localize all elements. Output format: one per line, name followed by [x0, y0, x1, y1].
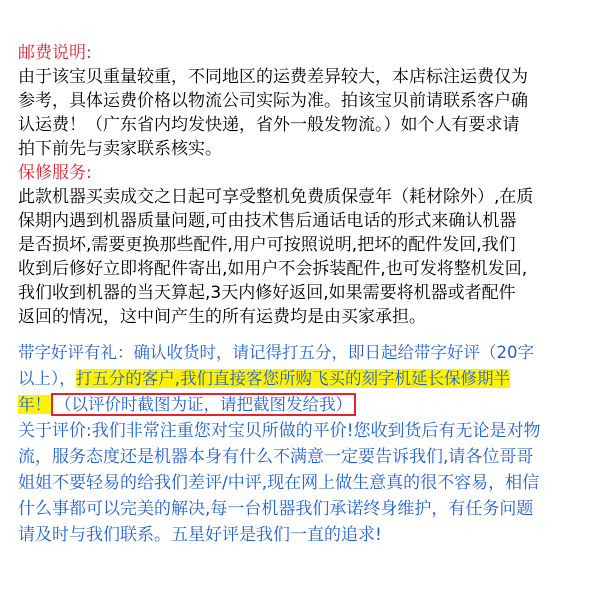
- evaluation-line: 姐姐不要轻易的给我们差评/中评,现在网上做生意真的很不容易，相信: [18, 473, 540, 493]
- warranty-line: 我们收到机器的当天算起,3天内修好返回,如果需要将机器或者配件: [18, 283, 516, 303]
- evaluation-line: 流，服务态度还是机器本身有什么不满意一定要告诉我们,请各位哥哥: [18, 447, 534, 467]
- warranty-line: 保期内遇到机器质量问题,可由技术售后通话电话的形式来确认机器: [18, 211, 517, 231]
- extended-warranty-highlight: 年！: [18, 395, 51, 414]
- extended-warranty-highlight: 打五分的客户,我们直接客您所购飞买的刻字机延长保修期半: [75, 369, 510, 388]
- warranty-section: [18, 161, 588, 329]
- warranty-text: [18, 185, 588, 329]
- shipping-line: 认运费！（广东省内均发快递，省外一般发物流。）如个人有要求请: [18, 115, 520, 135]
- review-reward-section: [18, 340, 588, 418]
- review-reward-text: 带字好评有礼：确认收货时，请记得打五分，即日起给带字好评（20字: [18, 343, 534, 362]
- screenshot-proof-note: （以评价时截图为证，请把截图发给我）: [51, 393, 356, 416]
- warranty-heading: 保修服务:: [18, 163, 92, 183]
- warranty-line: 返回的情况，这中间产生的所有运费均是由买家承担。: [18, 307, 426, 327]
- review-reward-line: [18, 392, 588, 418]
- evaluation-line: 关于评价:我们非常注重您对宝贝所做的平价!您收到货后有无论是对物: [18, 421, 541, 441]
- evaluation-text: [18, 418, 588, 548]
- shipping-line: 拍下前先与卖家联系核实。: [18, 139, 222, 159]
- review-reward-line: [18, 366, 588, 392]
- warranty-line: 是否损坏,需要更换那些配件,用户可按照说明,把坏的配件发回,我们: [18, 235, 516, 255]
- shipping-section: [18, 41, 588, 161]
- shipping-text: [18, 65, 588, 161]
- shipping-line: 参考，具体运费价格以物流公司实际为准。拍该宝贝前请联系客户确: [18, 91, 528, 111]
- warranty-line: 收到后修好立即将配件寄出,如用户不会拆装配件,也可发将整机发回,: [18, 259, 528, 279]
- review-reward-text: 以上），: [18, 369, 76, 388]
- shipping-heading: 邮费说明:: [18, 43, 92, 63]
- shipping-line: 由于该宝贝重量较重，不同地区的运费差异较大，本店标注运费仅为: [18, 67, 528, 87]
- evaluation-section: [18, 418, 588, 548]
- warranty-line: 此款机器买卖成交之日起可享受整机免费质保壹年（耗材除外）,在质: [18, 187, 534, 207]
- evaluation-line: 请及时与我们联系。五星好评是我们一直的追求!: [18, 525, 382, 545]
- review-reward-line: [18, 340, 588, 366]
- evaluation-line: 什么事都可以完美的解决,每一台机器我们承诺终身维护，有任务问题: [18, 499, 534, 519]
